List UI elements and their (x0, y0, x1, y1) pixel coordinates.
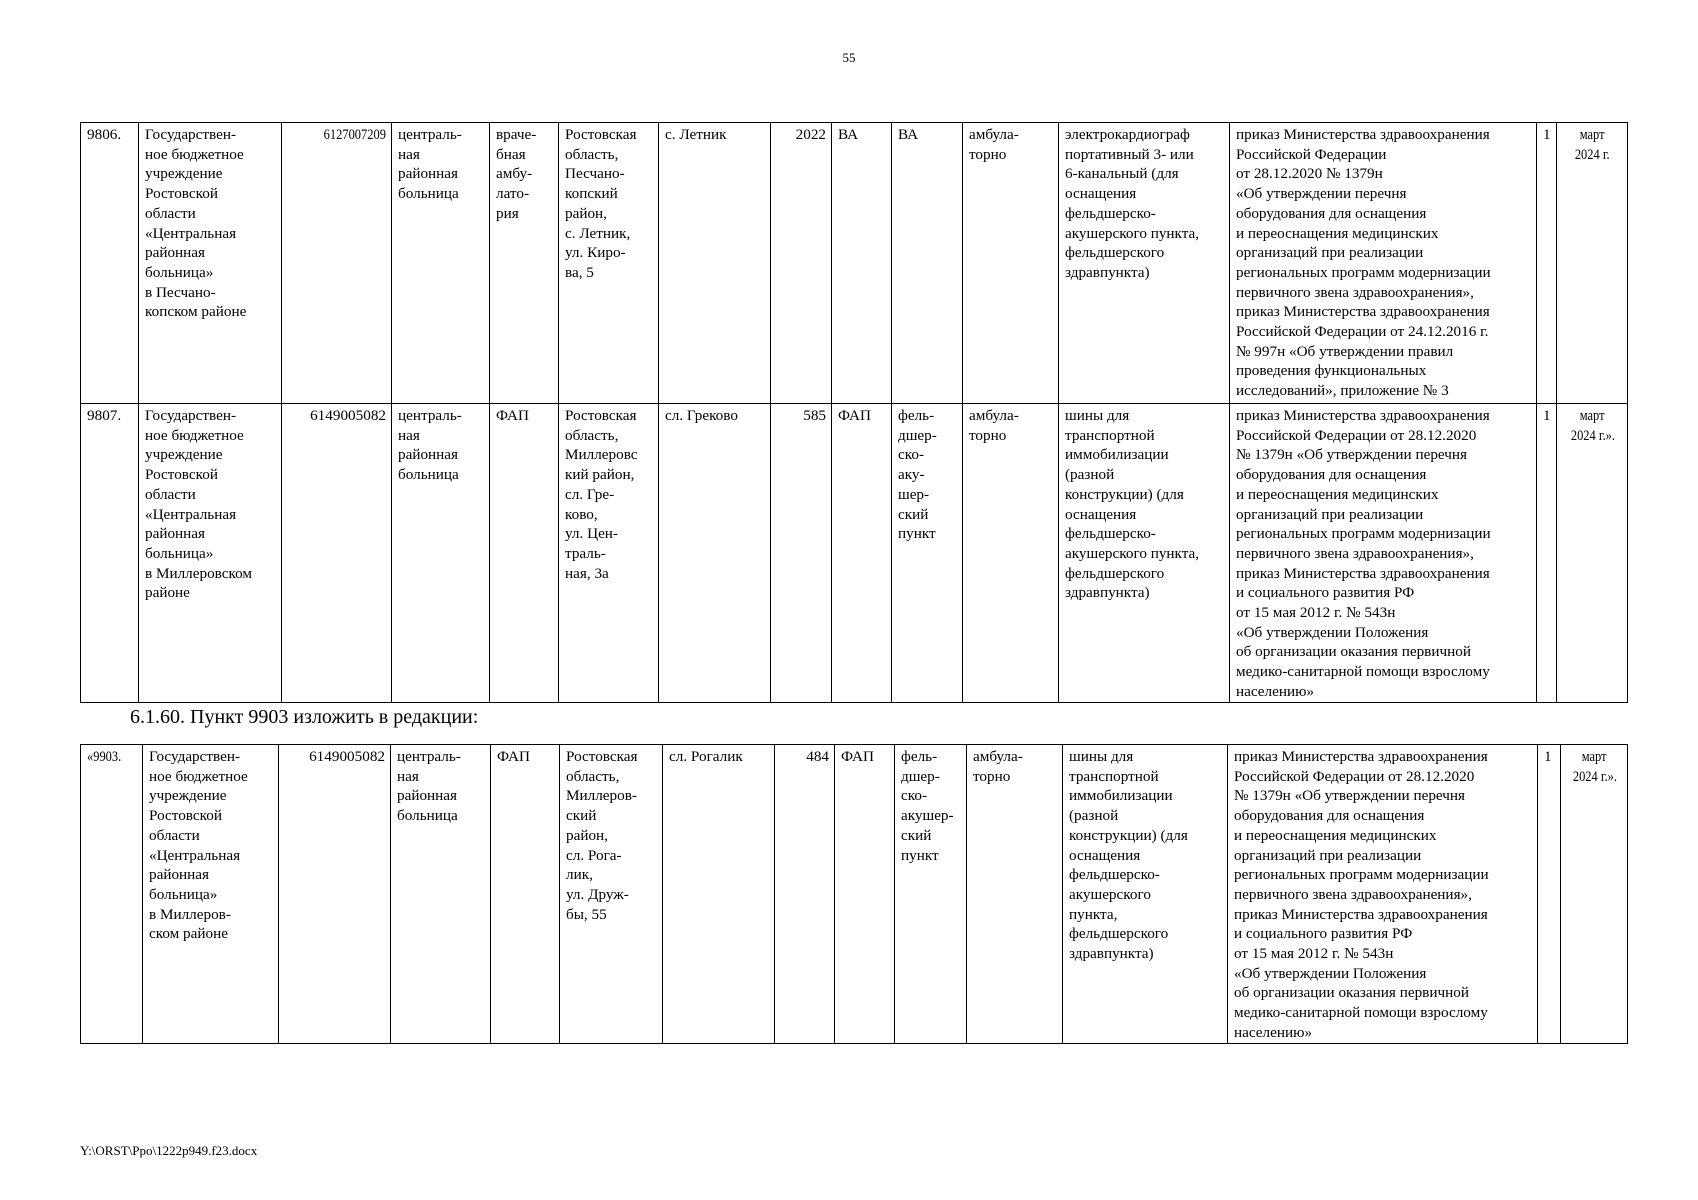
cell-line: учреждение (145, 165, 223, 183)
quantity-cell (1537, 404, 1557, 703)
cell-line: ное бюджетное (145, 145, 244, 163)
structure-code-cell (832, 404, 892, 703)
cell-line: области (149, 826, 200, 844)
cell-line: области (145, 485, 196, 503)
cell-line: шер- (898, 485, 930, 503)
cell-line: здравпункта) (1069, 945, 1154, 963)
cell-line: об организации оказания первичной (1234, 984, 1469, 1002)
settlement-cell (659, 123, 771, 404)
cell-line: кий район, (565, 466, 635, 484)
cell-line (1567, 747, 1622, 767)
institution-cell (143, 745, 279, 1044)
cell-line: торно (969, 145, 1007, 163)
cell-line: организаций при реализации (1236, 505, 1424, 523)
cell-line: с. Летник, (565, 224, 631, 242)
cell-line: и переоснащения медицинских (1236, 224, 1439, 242)
quantity-cell (1537, 123, 1557, 404)
cell-line: ВА (898, 126, 919, 143)
cell-line: оборудования для оснащения (1234, 807, 1425, 825)
cell-line: акушер- (901, 807, 954, 825)
cell-line: область, (565, 145, 619, 163)
cell-line: ско- (898, 446, 924, 464)
cell-line: ФАП (497, 748, 530, 765)
cell-line: шины для (1065, 407, 1130, 424)
cell-line: торно (969, 426, 1007, 444)
cell-line: Российской Федерации от 24.12.2016 г. (1236, 323, 1489, 341)
cell-line: бы, 55 (566, 905, 607, 923)
cell-line: (разной (1065, 466, 1115, 484)
cell-line: Государствен- (149, 748, 241, 765)
equipment-cell (1063, 745, 1228, 1044)
quantity-cell (1538, 745, 1561, 1044)
cell-line: копский (565, 185, 618, 203)
cell-line: конструкции) (для (1069, 826, 1188, 844)
cell-line: проведения функциональных (1236, 362, 1427, 380)
cell-line: районная (397, 787, 458, 805)
cell-text: ФАП (838, 407, 871, 424)
unit-type-cell (491, 745, 560, 1044)
page-number: 55 (842, 50, 856, 65)
cell-line: акушерского пункта, (1065, 224, 1200, 242)
cell-line: акушерского (1069, 885, 1151, 903)
population-cell (771, 404, 832, 703)
cell-line: оснащения (1069, 846, 1141, 864)
cell-line: региональных программ модернизации (1234, 866, 1489, 884)
cell-line: ско- (901, 787, 927, 805)
cell-line: конструкции) (для (1065, 485, 1184, 503)
structure-code-cell (835, 745, 895, 1044)
cell-line (1563, 125, 1622, 145)
cell-line: фельдшерского (1069, 925, 1169, 943)
cell-text: 6149005082 (309, 748, 385, 765)
cell-line: ва, 5 (565, 263, 594, 281)
cell-line (1567, 767, 1622, 787)
cell-line: амбула- (969, 407, 1019, 424)
cell-line: фельдшерского (1065, 244, 1165, 262)
row-number-cell (81, 123, 139, 404)
cell-line: Ростовская (566, 748, 638, 765)
cell-line: иммобилизации (1069, 787, 1173, 805)
cell-line: учреждение (145, 446, 223, 464)
cell-line: ском районе (149, 925, 228, 943)
cell-line: приказ Министерства здравоохранения (1234, 748, 1488, 765)
cell-line (1563, 145, 1622, 165)
cell-line: ФАП (496, 407, 529, 424)
cell-line: районная (145, 244, 206, 262)
cell-line: дшер- (901, 767, 940, 785)
cell-line: область, (565, 426, 619, 444)
table-row (81, 404, 1628, 703)
cell-line: Ростовской (145, 185, 218, 203)
population-cell (775, 745, 835, 1044)
cell-line: сл. Гре- (565, 485, 615, 503)
cell-text: сл. Греково (665, 407, 738, 424)
cell-text: сл. Рогалик (669, 748, 743, 765)
cell-text: «9903. (87, 748, 122, 765)
cell-text: 6127007209 (323, 126, 386, 143)
cell-line: «Об утверждении перечня (1236, 185, 1407, 203)
cell-line: ул. Киро- (565, 244, 626, 262)
cell-line: больница (398, 466, 459, 484)
cell-line: здравпункта) (1065, 263, 1150, 281)
cell-line: и переоснащения медицинских (1234, 826, 1437, 844)
cell-text: ФАП (841, 748, 874, 765)
address-cell (559, 123, 659, 404)
cell-line (1563, 426, 1622, 446)
cell-line: ная, 3а (565, 564, 609, 582)
cell-line: аку- (898, 466, 925, 484)
equipment-cell (1059, 123, 1230, 404)
cell-line: первичного звена здравоохранения», (1236, 283, 1474, 301)
cell-line: копском районе (145, 303, 247, 321)
cell-line: пункта, (1069, 905, 1118, 923)
cell-line: ково, (565, 505, 598, 523)
cell-line: больница (398, 185, 459, 203)
cell-line: централь- (397, 748, 461, 765)
table-row (81, 123, 1628, 404)
org-type-cell (392, 123, 490, 404)
structure-kind-cell (892, 123, 963, 404)
cell-line: район, (565, 204, 607, 222)
cell-line: Ростовской (145, 466, 218, 484)
care-condition-cell (963, 404, 1059, 703)
cell-line: области (145, 204, 196, 222)
cell-line: Российской Федерации (1236, 145, 1387, 163)
cell-line: в Миллеров- (149, 905, 231, 923)
cell-line-text: март (1582, 748, 1607, 765)
cell-line: Ростовской (149, 807, 222, 825)
legal-basis-cell (1230, 404, 1537, 703)
unit-type-cell (490, 123, 559, 404)
cell-line: транспортной (1069, 767, 1159, 785)
cell-line: область, (566, 767, 620, 785)
cell-line: пункт (901, 846, 939, 864)
registry-table-2 (80, 744, 1628, 1044)
cell-text: 9807. (87, 407, 122, 424)
registry-table-1 (80, 122, 1628, 703)
cell-line: Государствен- (145, 126, 237, 143)
settlement-cell (659, 404, 771, 703)
cell-line: район, (566, 826, 608, 844)
cell-line: и социального развития РФ (1236, 584, 1415, 602)
cell-line: ная (398, 426, 420, 444)
cell-line: сл. Рога- (566, 846, 622, 864)
cell-line: Миллеров- (566, 787, 637, 805)
file-path-footer: Y:\ORST\Ppo\1222p949.f23.docx (80, 1143, 258, 1158)
cell-line: от 28.12.2020 № 1379н (1236, 165, 1383, 183)
cell-line: учреждение (149, 787, 227, 805)
cell-line: больница» (145, 544, 214, 562)
cell-line: «Центральная (145, 224, 237, 242)
cell-text: 484 (806, 748, 829, 765)
cell-line: Песчано- (565, 165, 625, 183)
cell-line: № 1379н «Об утверждении перечня (1234, 787, 1466, 805)
cell-line: № 1379н «Об утверждении перечня (1236, 446, 1468, 464)
cell-line: Российской Федерации от 28.12.2020 (1236, 426, 1477, 444)
cell-line: больница» (145, 263, 214, 281)
cell-line: ное бюджетное (149, 767, 248, 785)
cell-line: рия (496, 204, 519, 222)
cell-line: ная (398, 145, 420, 163)
cell-text: 585 (803, 407, 826, 424)
cell-line: пункт (898, 525, 936, 543)
cell-line: фельдшерского (1065, 564, 1165, 582)
cell-line: оснащения (1065, 505, 1137, 523)
cell-line: акушерского пункта, (1065, 544, 1200, 562)
deadline-cell (1557, 404, 1628, 703)
cell-text: с. Летник (665, 126, 727, 143)
unit-type-cell (490, 404, 559, 703)
cell-line: амбу- (496, 165, 533, 183)
cell-text: 9806. (87, 126, 122, 143)
cell-line: ский (901, 826, 932, 844)
cell-line: шины для (1069, 748, 1134, 765)
address-cell (560, 745, 663, 1044)
cell-line: «Об утверждении Положения (1236, 623, 1429, 641)
cell-line: ное бюджетное (145, 426, 244, 444)
cell-line: медико-санитарной помощи взрослому (1234, 1004, 1488, 1022)
cell-line: первичного звена здравоохранения», (1236, 544, 1474, 562)
cell-line: «Центральная (145, 505, 237, 523)
cell-text: 1 (1544, 748, 1552, 765)
cell-line: фельдшерско- (1065, 204, 1156, 222)
cell-line: районная (145, 525, 206, 543)
cell-line: и социального развития РФ (1234, 925, 1413, 943)
cell-line: траль- (565, 544, 606, 562)
cell-line: ул. Цен- (565, 525, 618, 543)
equipment-cell (1059, 404, 1230, 703)
cell-line: фельдшерско- (1069, 866, 1160, 884)
cell-line: 6-канальный (для (1065, 165, 1179, 183)
cell-line: иммобилизации (1065, 446, 1169, 464)
cell-line-text: 2024 г.». (1572, 767, 1617, 785)
cell-line: больница» (149, 885, 218, 903)
legal-basis-cell (1230, 123, 1537, 404)
structure-kind-cell (895, 745, 967, 1044)
cell-line: электрокардиограф (1065, 126, 1190, 143)
cell-line: «Центральная (149, 846, 241, 864)
inn-cell (282, 123, 392, 404)
cell-line: фель- (901, 748, 938, 765)
row-number-cell (81, 404, 139, 703)
org-type-cell (392, 404, 490, 703)
cell-line: приказ Министерства здравоохранения (1236, 126, 1490, 143)
cell-line: региональных программ модернизации (1236, 525, 1491, 543)
cell-line: районная (149, 866, 210, 884)
cell-line: ский (898, 505, 929, 523)
cell-line: фель- (898, 407, 935, 424)
row-number-cell (81, 745, 143, 1044)
cell-line: населению» (1234, 1023, 1313, 1041)
cell-line: Государствен- (145, 407, 237, 424)
cell-line: здравпункта) (1065, 584, 1150, 602)
cell-line: ский (566, 807, 597, 825)
cell-line: враче- (496, 126, 537, 143)
cell-text: ВА (838, 126, 859, 143)
cell-line: (разной (1069, 807, 1119, 825)
structure-kind-cell (892, 404, 963, 703)
legal-basis-cell (1228, 745, 1538, 1044)
cell-line-text: 2024 г.». (1570, 426, 1615, 444)
cell-line: ул. Друж- (566, 885, 629, 903)
cell-line: торно (973, 767, 1011, 785)
cell-line-text: март (1580, 407, 1605, 424)
cell-line: Ростовская (565, 407, 637, 424)
settlement-cell (663, 745, 775, 1044)
cell-line: амбула- (969, 126, 1019, 143)
cell-line: приказ Министерства здравоохранения (1236, 564, 1490, 582)
cell-line: портативный 3- или (1065, 145, 1194, 163)
address-cell (559, 404, 659, 703)
cell-line: ная (397, 767, 419, 785)
cell-line: приказ Министерства здравоохранения (1234, 905, 1488, 923)
cell-line: № 997н «Об утверждении правил (1236, 342, 1454, 360)
cell-line: от 15 мая 2012 г. № 543н (1234, 945, 1394, 963)
cell-line: исследований», приложение № 3 (1236, 382, 1449, 400)
cell-line: амбула- (973, 748, 1023, 765)
cell-line: организаций при реализации (1236, 244, 1424, 262)
cell-line: оборудования для оснащения (1236, 204, 1427, 222)
cell-line: централь- (398, 126, 462, 143)
deadline-cell (1557, 123, 1628, 404)
table-row (81, 745, 1628, 1044)
structure-code-cell (832, 123, 892, 404)
cell-line: больница (397, 807, 458, 825)
institution-cell (139, 404, 282, 703)
cell-line: фельдшерско- (1065, 525, 1156, 543)
cell-line: транспортной (1065, 426, 1155, 444)
cell-line: Российской Федерации от 28.12.2020 (1234, 767, 1475, 785)
cell-line: оснащения (1065, 185, 1137, 203)
cell-line (1563, 406, 1622, 426)
cell-line: первичного звена здравоохранения», (1234, 885, 1472, 903)
inn-cell (282, 404, 392, 703)
cell-line: централь- (398, 407, 462, 424)
cell-line: региональных программ модернизации (1236, 263, 1491, 281)
cell-line: районная (398, 446, 459, 464)
cell-line-text: март (1580, 126, 1605, 143)
cell-line: дшер- (898, 426, 937, 444)
cell-line: медико-санитарной помощи взрослому (1236, 663, 1490, 681)
cell-line: приказ Министерства здравоохранения (1236, 303, 1490, 321)
cell-text: 2022 (795, 126, 826, 143)
cell-line: населению» (1236, 682, 1315, 700)
care-condition-cell (967, 745, 1063, 1044)
cell-text: 1 (1543, 126, 1551, 143)
cell-line: в Песчано- (145, 283, 216, 301)
cell-line: районная (398, 165, 459, 183)
amendment-intro: 6.1.60. Пункт 9903 изложить в редакции: (130, 706, 479, 728)
cell-line: лато- (496, 185, 530, 203)
care-condition-cell (963, 123, 1059, 404)
cell-line: Ростовская (565, 126, 637, 143)
cell-line: оборудования для оснащения (1236, 466, 1427, 484)
cell-line: районе (145, 584, 190, 602)
cell-line: организаций при реализации (1234, 846, 1422, 864)
cell-line: и переоснащения медицинских (1236, 485, 1439, 503)
deadline-cell (1561, 745, 1628, 1044)
cell-line: бная (496, 145, 526, 163)
cell-line: лик, (566, 866, 593, 884)
org-type-cell (391, 745, 491, 1044)
cell-line: от 15 мая 2012 г. № 543н (1236, 604, 1396, 622)
cell-line: Миллеровс (565, 446, 638, 464)
cell-line: об организации оказания первичной (1236, 643, 1471, 661)
cell-line: в Миллеровском (145, 564, 253, 582)
inn-cell (279, 745, 391, 1044)
cell-text: 1 (1543, 407, 1551, 424)
institution-cell (139, 123, 282, 404)
cell-line: приказ Министерства здравоохранения (1236, 407, 1490, 424)
population-cell (771, 123, 832, 404)
cell-line: «Об утверждении Положения (1234, 964, 1427, 982)
cell-line-text: 2024 г. (1575, 145, 1610, 163)
cell-text: 6149005082 (310, 407, 386, 424)
